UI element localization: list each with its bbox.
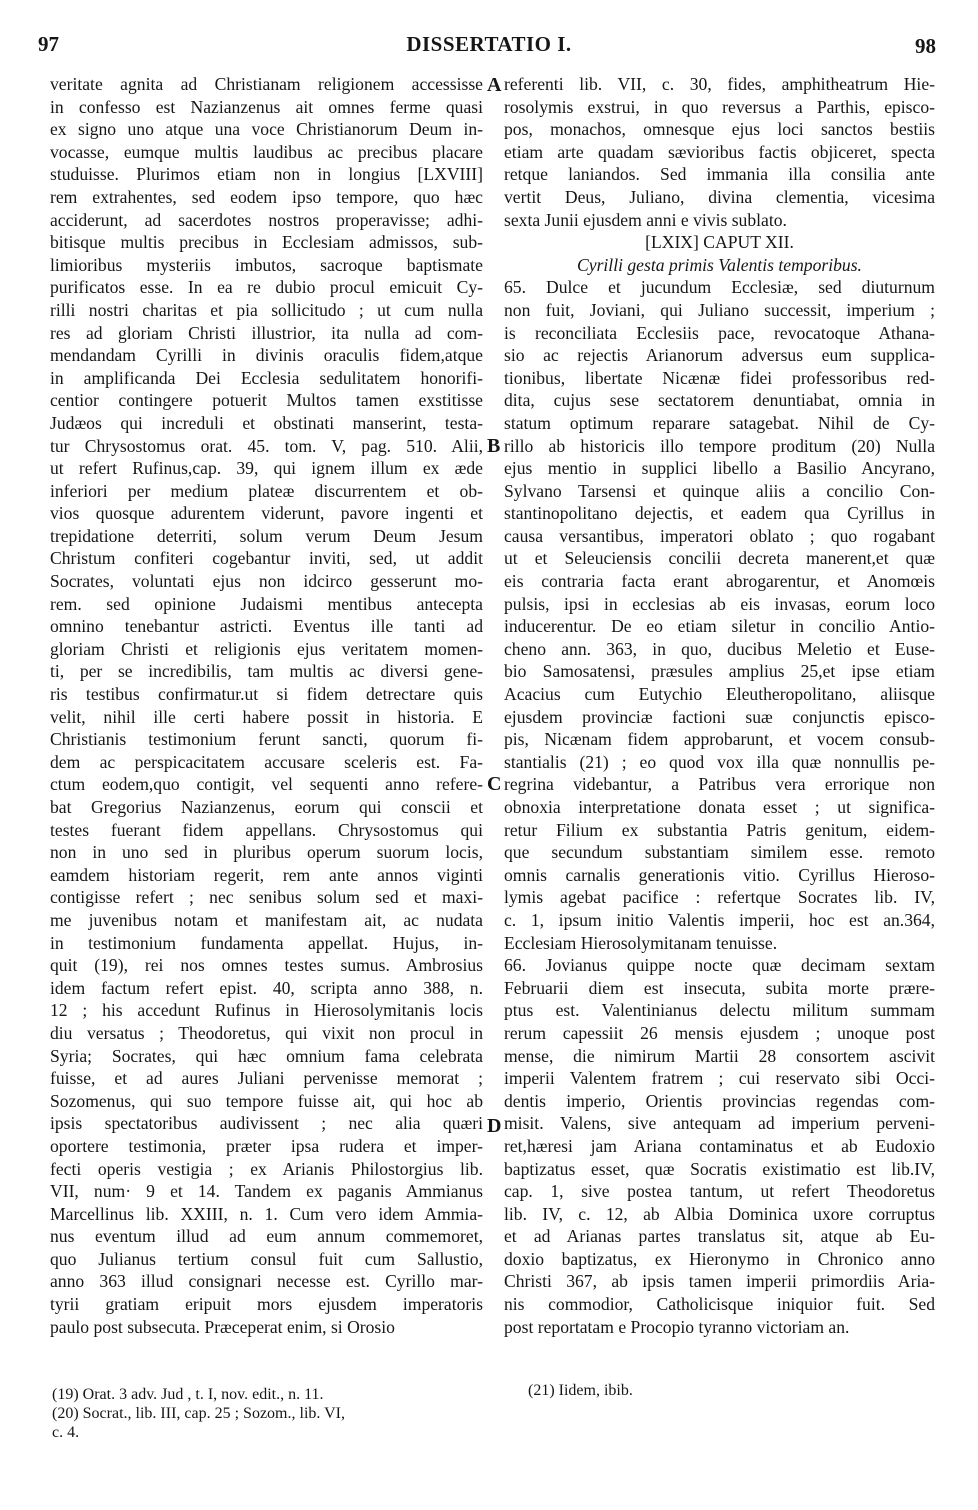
footnote: c. 4.: [52, 1424, 80, 1441]
text-line: mense, die nimirum Martii 28 consortem ascivit: [504, 1045, 935, 1066]
text-line: omnis carnalis generationis vitio. Cyrillus Hieroso-: [504, 864, 935, 885]
text-line: ut refert Rufinus,cap. 39, qui ignem illum ex æde: [50, 458, 483, 479]
text-line: Christum confiteri cogebantur inviti, sed, ut addit: [50, 548, 483, 569]
text-line: pis, Nicænam fidem approbarunt, et vocem consub-: [504, 729, 935, 750]
text-line: ejusdem provinciæ factioni suæ conjunctis episco-: [504, 706, 935, 727]
footnote: (20) Socrat., lib. III, cap. 25 ; Sozom., lib. VI,: [52, 1405, 345, 1422]
text-line: 65. Dulce et jucundum Ecclesiæ, sed diuturnum: [504, 277, 935, 298]
text-line: bio Samosatensi, præsules amplius 25,et ipse etiam: [504, 661, 935, 682]
text-line: stantialis (21) ; eo quod vox illa quæ nonnullis pe-: [504, 751, 935, 772]
text-line: ti, per se incredibilis, tam multis ac diversi gene-: [50, 661, 483, 682]
text-line: lymis agebat pacifice : refertque Socrates lib. IV,: [504, 887, 935, 908]
text-line: quit (19), rei nos omnes testes sumus. Ambrosius: [50, 955, 483, 976]
text-line: obnoxia interpretatione donata esset ; ut significa-: [504, 797, 935, 817]
text-line: bitisque multis precibus in Ecclesiam admissos, sub-: [50, 232, 483, 253]
text-line: Christi 367, ab ipsis tamen imperii primordiis Aria-: [504, 1271, 935, 1292]
text-line: et ad Arianas partes translatus sit, atque ab Eu-: [504, 1226, 935, 1247]
text-line: statum optimum reparare satagebat. Nihil de Cy-: [504, 412, 935, 433]
text-line: c. 1, ipsum initio Valentis imperii, hoc est an.364,: [504, 909, 935, 930]
text-line: vios quosque adurentem viderunt, pavore ingenti et: [50, 503, 483, 524]
margin-marker-b: B: [487, 435, 501, 457]
text-line: imperii Valentem fratrem ; cui reservato sibi Occi-: [504, 1068, 935, 1089]
text-line: rerum capessiit 26 mensis ejusdem ; unoque post: [504, 1022, 935, 1043]
text-line: cheno ann. 363, in quo, ducibus Meletio et Euse-: [504, 638, 935, 659]
text-line: que secundum substantiam similem esse. remoto: [504, 842, 935, 863]
text-line: oportere testimonia, præter ipsa rudera et imper-: [50, 1135, 483, 1156]
footnote: (21) Iidem, ibib.: [528, 1382, 633, 1399]
text-line: eamdem historiam regerit, rem ante annos viginti: [50, 864, 483, 885]
page-number-left: 97: [38, 32, 59, 56]
page-number-right: 98: [915, 34, 936, 58]
text-line: is reconciliata Ecclesiis pace, revocatoque Athana-: [504, 322, 935, 343]
text-line: omnino tenebantur astricti. Eventus ille tanti ad: [50, 616, 483, 637]
text-line: gloriam Christi et religionis ejus veritatem momen-: [50, 638, 483, 659]
text-line: retur Filium ex substantia Patris genitum, eidem-: [504, 819, 935, 840]
text-line: acciderunt, ad sacerdotes nostros properavisse; adhi-: [50, 209, 483, 230]
text-line: me juvenibus notam et manifestam ait, ac nudata: [50, 909, 483, 930]
text-line: studuisse. Plurimos etiam non in longius [LXVIII]: [50, 164, 483, 185]
text-line: lib. IV, c. 12, ab Albia Dominica uxore corruptus: [504, 1203, 935, 1224]
text-line: Sozomenus, qui suo tempore fuisse ait, qui hoc ab: [50, 1090, 483, 1111]
text-line: inferiori per medium plateæ discurrentem et ob-: [50, 480, 483, 501]
text-line: in confesso est Nazianzenus ait omnes ferme quasi: [50, 96, 483, 117]
text-line: res ad gloriam Christi illustrior, ita nulla ad com-: [50, 322, 483, 343]
footnote: (19) Orat. 3 adv. Jud , t. I, nov. edit., n. 11.: [52, 1386, 324, 1403]
text-line: Acacius cum Eutychio Eleutheropolitano, aliisque: [504, 684, 935, 705]
text-line: non in uno sed in pluribus operum suorum locis,: [50, 842, 483, 863]
text-line: vertit Deus, Juliano, divina clementia, vicesima: [504, 186, 935, 207]
text-line: dita, cujus sese sectatorem denuntiabat, omnia in: [504, 390, 935, 411]
text-line: trepidatione deterriti, solum verum Deum Jesum: [50, 525, 483, 546]
text-line: ipsis spectatoribus audivissent ; nec alia quæri: [50, 1113, 483, 1134]
text-line: idem factum refert epist. 40, scripta anno 388, n.: [50, 977, 483, 998]
text-line: anno 363 illud consignari necesse est. Cyrillo mar-: [50, 1271, 483, 1292]
text-line: nus eventum illud ad eum annum commemoret,: [50, 1226, 483, 1247]
text-line: rem extrahentes, sed eodem ipso tempore, quo hæc: [50, 186, 483, 207]
text-line: diu versatus ; Theodoretus, qui vixit non procul in: [50, 1022, 483, 1043]
text-line: Syria; Socrates, qui hæc omnium fama celebrata: [50, 1045, 483, 1066]
text-line: eis contraria facta erant abrogarentur, et Anomœis: [504, 571, 935, 592]
right-column: [504, 73, 935, 1338]
text-line: tyrii gratiam eripuit mors ejusdem imperatoris: [50, 1294, 483, 1315]
text-line: testes fuerant fidem appellans. Chrysostomus qui: [50, 819, 483, 840]
text-line: bat Gregorius Nazianzenus, eorum qui conscii et: [50, 797, 483, 817]
text-line: dentis imperio, Orientis provincias regendas com-: [504, 1090, 935, 1111]
text-line: rosolymis exstrui, in quo reversus a Parthis, episco-: [504, 96, 935, 117]
text-line: ut et Seleuciensis concilii decreta manerent,et quæ: [504, 548, 935, 569]
text-line: mendandam Cyrilli in divinis oraculis fidem,atque: [50, 345, 483, 366]
text-line: ptus est. Valentinianus delectu militum summam: [504, 1000, 935, 1021]
text-line: dem ac perspicacitatem accusare sceleris est. Fa-: [50, 751, 483, 772]
text-line: Februarii diem est insecuta, subita morte prære-: [504, 977, 935, 998]
margin-marker-c: C: [487, 773, 502, 795]
text-line: non fuit, Joviani, qui Juliano successit, imperium ;: [504, 299, 935, 320]
text-line: limioribus mysteriis imbutos, sacroque baptismate: [50, 254, 483, 275]
text-line: pos, monachos, omnesque ejus loci sanctos bestiis: [504, 119, 935, 140]
text-line: baptizatus esset, quæ Socratis existimatio est lib.IV,: [504, 1158, 935, 1179]
text-line: fecti operis vestigia ; ex Arianis Philostorgius lib.: [50, 1158, 483, 1179]
text-line: VII, num· 9 et 14. Tandem ex paganis Ammianus: [50, 1181, 483, 1202]
text-line: nis commodior, Catholicisque iniquior fuit. Sed: [504, 1294, 935, 1315]
text-line: ris testibus confirmatur.ut si fidem detrectare quis: [50, 684, 483, 705]
text-line: causa versantibus, imperatori oblato ; quo rogabant: [504, 525, 935, 546]
text-line: stantinopolitano dejectis, et eadem qua Cyrillus in: [504, 503, 935, 524]
text-line: Ecclesiam Hierosolymitanam tenuisse.: [504, 932, 778, 953]
text-line: cap. 1, sive postea tantum, ut refert Theodoretus: [504, 1181, 935, 1202]
text-line: centior contingere potuerit Multos tamen exstitisse: [50, 390, 483, 411]
running-title: DISSERTATIO I.: [406, 32, 572, 56]
text-line: vocasse, eumque multis laudibus ac precibus placare: [50, 141, 483, 162]
text-line: retque laniandos. Sed immania illa consilia ante: [504, 164, 935, 185]
text-line: post reportatam e Procopio tyranno victoriam an.: [504, 1316, 850, 1337]
text-line: tionibus, libertate Nicænæ fidei professoribus red-: [504, 367, 935, 388]
text-line: sio ac rejectis Arianorum adversus eum supplica-: [504, 345, 935, 366]
text-line: [LXIX] CAPUT XII.: [645, 232, 794, 253]
text-line: rilli nostri charitas et pia sollicitudo ; ut cum nulla: [50, 299, 483, 320]
footnotes-left: [52, 1385, 482, 1442]
left-column: [50, 73, 483, 1338]
footnotes-right: [528, 1381, 928, 1400]
text-line: Judæos qui increduli et obstinati manserint, testa-: [50, 412, 483, 433]
text-line: Cyrilli gesta primis Valentis temporibus.: [577, 254, 862, 275]
text-line: pulsis, ipsi in ecclesias ab eis invasas, eorum loco: [504, 593, 935, 614]
text-line: paulo post subsecuta. Præceperat enim, si Orosio: [50, 1316, 395, 1337]
margin-marker-d: D: [487, 1115, 502, 1137]
text-line: ret,hæresi jam Ariana contaminatus et ab Eudoxio: [504, 1135, 935, 1156]
text-line: Marcellinus lib. XXIII, n. 1. Cum vero idem Ammia-: [50, 1203, 483, 1224]
text-line: in testimonium fundamenta appellat. Hujus, in-: [50, 932, 483, 953]
text-line: inducerentur. De eo etiam siletur in concilio Antio-: [504, 616, 935, 637]
text-line: quo Julianus tertium consul fuit cum Sallustio,: [50, 1248, 483, 1269]
text-line: velit, nihil ille certi habere possit in historia. E: [50, 706, 483, 727]
text-line: veritate agnita ad Christianam religionem accessisse: [50, 74, 483, 94]
text-line: sexta Junii ejusdem anni e vivis sublato.: [504, 209, 787, 230]
text-line: ctum eodem,quo contigit, vel sequenti anno refere-: [50, 774, 483, 795]
text-line: purificatos esse. In ea re dubio procul emicuit Cy-: [50, 277, 483, 298]
text-line: Christianis testimonium ferunt sancti, quorum fi-: [50, 729, 483, 750]
text-line: 66. Jovianus quippe nocte quæ decimam sextam: [504, 955, 935, 976]
text-line: Socrates, voluntati ejus non idcirco gesserunt mo-: [50, 571, 483, 592]
text-line: contigisse refert ; nec senibus solum sed et maxi-: [50, 887, 483, 908]
page-header: [0, 32, 978, 66]
text-line: in amplificanda Dei Ecclesia sedulitatem honorifi-: [50, 367, 483, 388]
text-line: doxio baptizatus, ex Hieronymo in Chronico anno: [504, 1248, 935, 1269]
text-line: misit. Valens, sive antequam ad imperium perveni-: [504, 1113, 935, 1134]
margin-marker-a: A: [487, 74, 502, 96]
text-line: ejus mentio in supplici libello a Basilio Ancyrano,: [504, 458, 935, 479]
text-line: rem. sed opinione Judaismi mentibus antecepta: [50, 593, 483, 614]
text-line: rillo ab historicis illo tempore proditum (20) Nulla: [504, 435, 935, 456]
text-line: ex signo uno atque una voce Christianorum Deum in-: [50, 119, 483, 140]
text-line: etiam arte quadam sævioribus factis objiceret, specta: [504, 141, 935, 162]
text-line: fuisse, et ad aures Juliani pervenisse memorat ;: [50, 1068, 483, 1089]
text-line: 12 ; his accedunt Rufinus in Hierosolymitanis locis: [50, 1000, 483, 1021]
text-line: referenti lib. VII, c. 30, fides, amphitheatrum Hie-: [504, 74, 935, 94]
text-line: regrina videbantur, a Patribus vera errorique non: [504, 774, 935, 795]
text-line: tur Chrysostomus orat. 45. tom. V, pag. 510. Alii,: [50, 435, 483, 456]
text-line: Sylvano Tarsensi et quinque aliis a concilio Con-: [504, 480, 935, 501]
